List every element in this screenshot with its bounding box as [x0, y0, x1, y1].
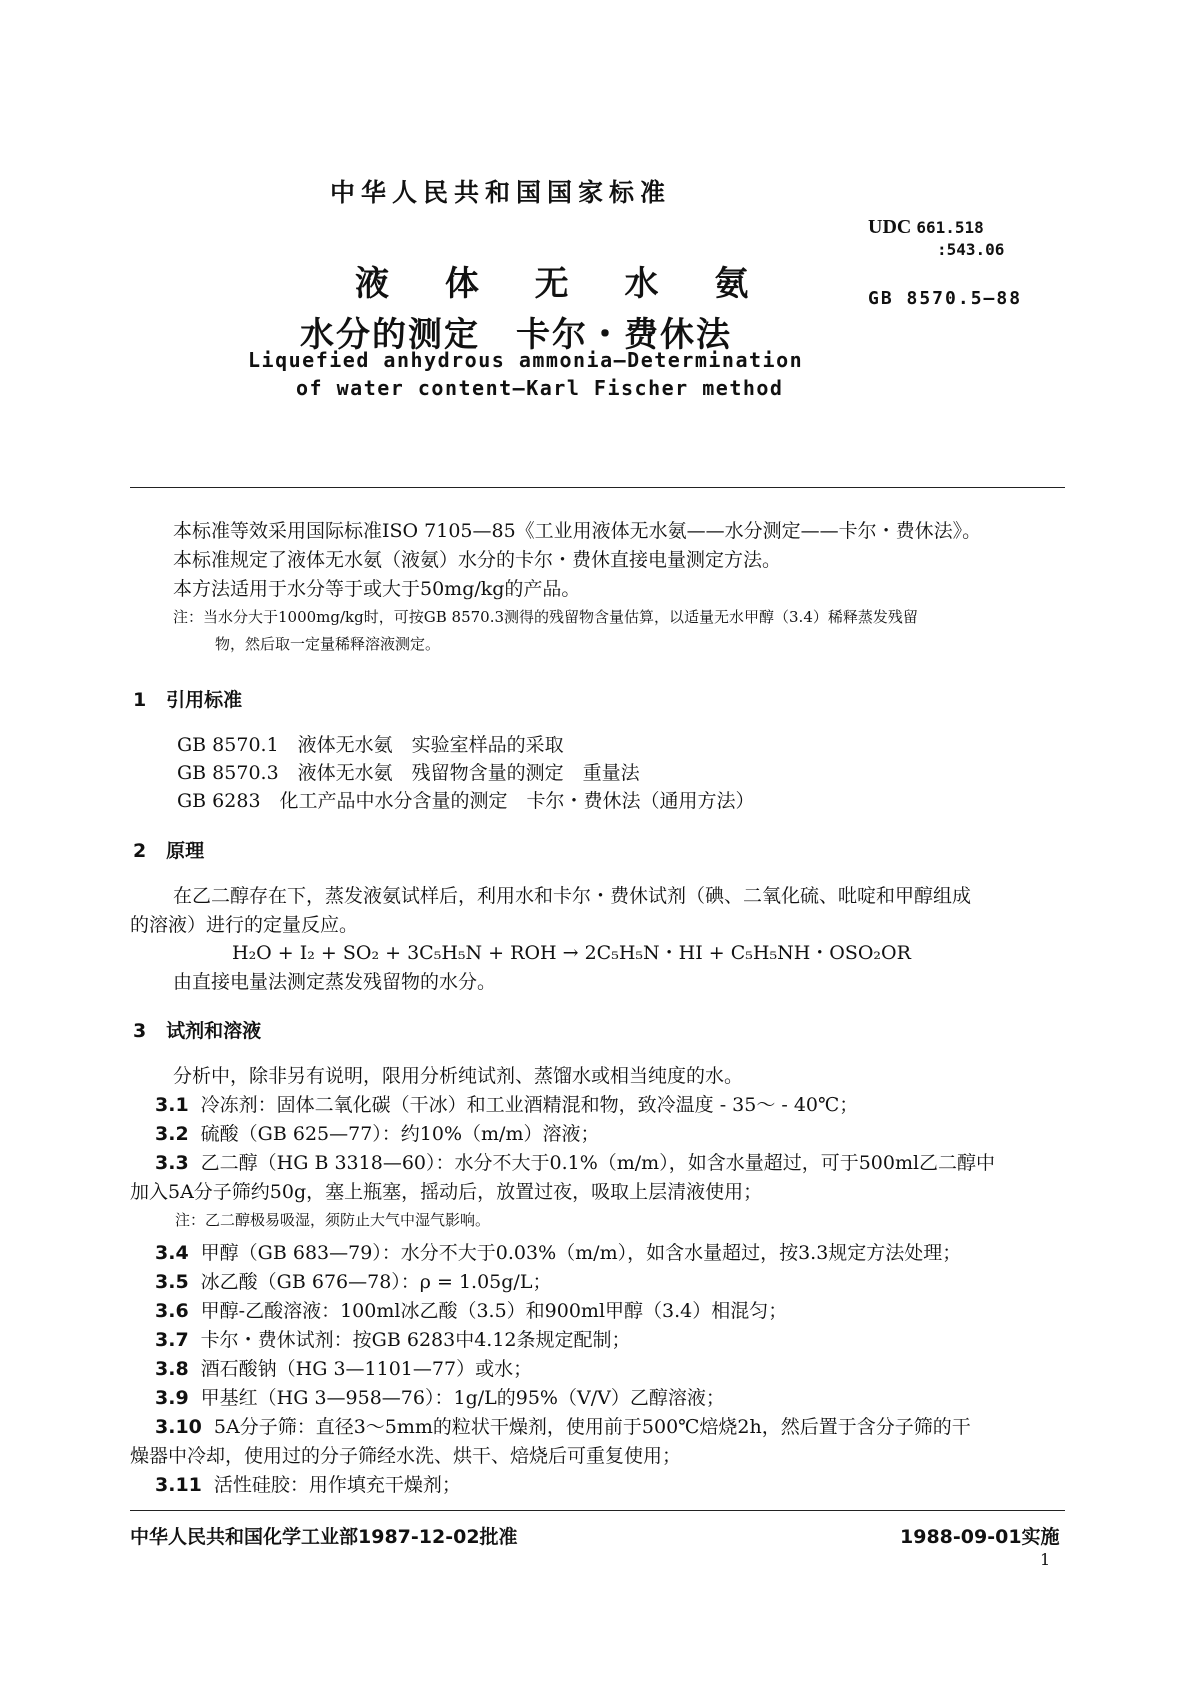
- reagent-item: 3.2 硫酸（GB 625—77）：约10%（m/m）溶液；: [155, 1123, 600, 1145]
- section-2-title: 原理: [166, 840, 205, 862]
- reference-item: GB 6283 化工产品中水分含量的测定 卡尔・费休法（通用方法）: [177, 790, 755, 812]
- header-divider: [130, 487, 1065, 488]
- reagents-intro: 分析中，除非另有说明，限用分析纯试剂、蒸馏水或相当纯度的水。: [173, 1065, 744, 1087]
- reagent-item: 3.8 酒石酸钠（HG 3—1101—77）或水；: [155, 1358, 533, 1380]
- reference-item: GB 8570.3 液体无水氨 残留物含量的测定 重量法: [177, 762, 640, 784]
- intro-line-2: 本标准规定了液体无水氨（液氨）水分的卡尔・费休直接电量测定方法。: [173, 549, 782, 571]
- section-3-number: 3: [133, 1020, 147, 1042]
- intro-note-line-1: 注：当水分大于1000mg/kg时，可按GB 8570.3测得的残留物含量估算，以适量无水甲醇（3.4）稀释蒸发残留: [173, 608, 918, 626]
- udc-label: UDC: [868, 216, 912, 238]
- gb-code: GB 8570.5—88: [868, 288, 1023, 309]
- reagent-item: 3.10 5A分子筛：直径3～5mm的粒状干燥剂，使用前于500℃焙烧2h，然后置于含分子筛的干: [155, 1416, 971, 1438]
- udc-value-1: 661.518: [916, 218, 984, 237]
- effective-date: 1988-09-01实施: [900, 1526, 1060, 1548]
- reagent-item-continuation: 加入5A分子筛约50g，塞上瓶塞，摇动后，放置过夜，吸取上层清液使用；: [130, 1181, 763, 1203]
- intro-line-1: 本标准等效采用国际标准ISO 7105—85《工业用液体无水氨——水分测定——卡尔・费休法》。: [173, 520, 982, 542]
- title-en-line2: of water content—Karl Fischer method: [296, 376, 784, 400]
- reagent-item: 3.5 冰乙酸（GB 676—78）：ρ = 1.05g/L；: [155, 1271, 552, 1293]
- page-number: 1: [1040, 1550, 1051, 1569]
- reagent-item: 3.4 甲醇（GB 683—79）：水分不大于0.03%（m/m），如含水量超过，按3.3规定方法处理；: [155, 1242, 962, 1264]
- reagent-item: 3.11 活性硅胶：用作填充干燥剂；: [155, 1474, 461, 1496]
- section-1-heading: [133, 685, 242, 712]
- title-en-line1: Liquefied anhydrous ammonia—Determination: [248, 348, 804, 372]
- reference-item: GB 8570.1 液体无水氨 实验室样品的采取: [177, 734, 564, 756]
- udc-code: [868, 216, 984, 239]
- title-cn-line1: 液 体 无 水 氨: [355, 264, 771, 304]
- section-2-heading: [133, 836, 204, 863]
- principle-line-1: 在乙二醇存在下，蒸发液氨试样后，利用水和卡尔・费休试剂（碘、二氧化硫、吡啶和甲醇组成: [173, 885, 972, 907]
- approval-info: 中华人民共和国化学工业部1987-12-02批准: [130, 1526, 518, 1548]
- principle-line-3: 由直接电量法测定蒸发残留物的水分。: [173, 971, 497, 993]
- reagent-item-continuation: 燥器中冷却，使用过的分子筛经水洗、烘干、焙烧后可重复使用；: [130, 1445, 682, 1467]
- national-standard-header: 中华人民共和国国家标准: [330, 178, 672, 207]
- section-3-heading: [133, 1016, 261, 1043]
- section-2-number: 2: [133, 840, 147, 862]
- principle-line-2: 的溶液）进行的定量反应。: [130, 914, 359, 936]
- section-3-title: 试剂和溶液: [166, 1020, 262, 1042]
- intro-line-3: 本方法适用于水分等于或大于50mg/kg的产品。: [173, 578, 581, 600]
- reagent-item: 3.9 甲基红（HG 3—958—76）：1g/L的95%（V/V）乙醇溶液；: [155, 1387, 725, 1409]
- udc-value-2: :543.06: [937, 240, 1005, 259]
- footer-divider: [130, 1510, 1065, 1511]
- title-cn-line2: 水分的测定 卡尔・费休法: [300, 315, 732, 355]
- reagent-item: 3.1 冷冻剂：固体二氧化碳（干冰）和工业酒精混和物，致冷温度 - 35～ - 40℃；: [155, 1094, 859, 1116]
- reaction-equation: H₂O + I₂ + SO₂ + 3C₅H₅N + ROH → 2C₅H₅N・HI + C₅H₅NH・OSO₂OR: [232, 942, 911, 964]
- reagent-note: 注：乙二醇极易吸湿，须防止大气中湿气影响。: [175, 1211, 491, 1229]
- reagent-item: 3.6 甲醇-乙酸溶液：100ml冰乙酸（3.5）和900ml甲醇（3.4）相混匀；: [155, 1300, 788, 1322]
- intro-note-line-2: 物，然后取一定量稀释溶液测定。: [215, 635, 441, 653]
- section-1-number: 1: [133, 689, 147, 711]
- reagent-item: 3.7 卡尔・费休试剂：按GB 6283中4.12条规定配制；: [155, 1329, 631, 1351]
- reagent-item: 3.3 乙二醇（HG B 3318—60）：水分不大于0.1%（m/m），如含水量超过，可于500ml乙二醇中: [155, 1152, 996, 1174]
- section-1-title: 引用标准: [166, 689, 243, 711]
